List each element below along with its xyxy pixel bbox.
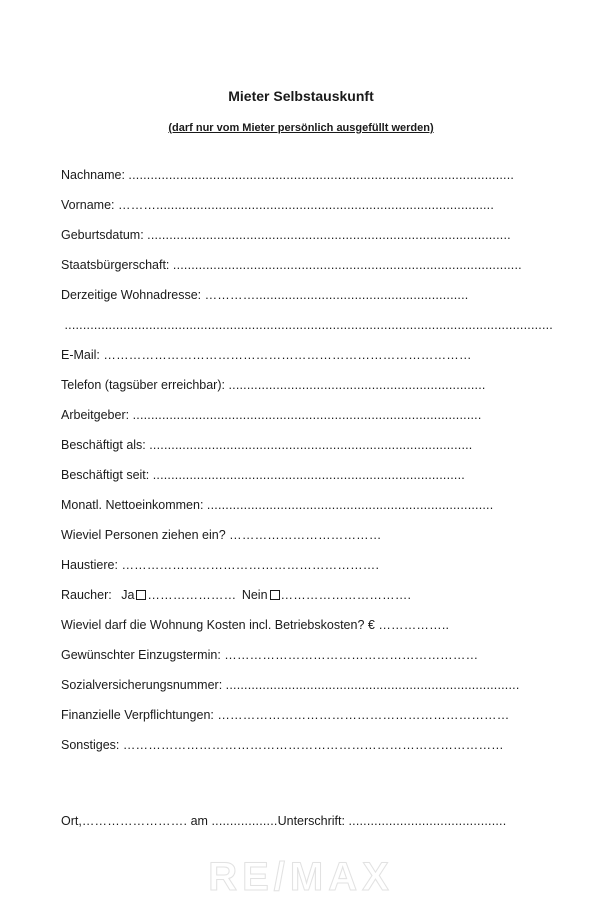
field-dots: …………….. (378, 618, 450, 632)
field-nettoeinkommen (61, 496, 493, 514)
field-verpflichtungen (61, 706, 509, 724)
field-wohnungskosten (61, 616, 449, 634)
field-dots: ……………………………………………………………………………… (122, 738, 504, 752)
field-raucher (61, 586, 411, 604)
field-geburtsdatum (61, 226, 511, 244)
field-telefon (61, 376, 486, 394)
field-label: Sonstiges: (61, 738, 120, 752)
field-label: Sozialversicherungsnummer: (61, 678, 223, 692)
field-dots: ................................................................................ (225, 678, 520, 692)
field-dots: ................................................................................................... (147, 228, 511, 242)
field-dots: ………............................................................................................ (118, 198, 495, 212)
raucher-nein-checkbox[interactable] (270, 590, 280, 600)
field-vorname (61, 196, 494, 214)
raucher-nein-dots: …………………………. (280, 588, 412, 602)
field-label: Finanzielle Verpflichtungen: (61, 708, 214, 722)
signature-line (61, 812, 506, 830)
field-beschaeftigt-als (61, 436, 472, 454)
field-dots: …………………………………………………………… (217, 708, 510, 722)
am-dots: .................. (211, 814, 278, 828)
field-dots: ……………………………………………………. (121, 558, 380, 572)
field-haustiere (61, 556, 379, 574)
field-dots: ..................................................................................... (152, 468, 465, 482)
raucher-label: Raucher: (61, 588, 112, 602)
field-beschaeftigt-seit (61, 466, 465, 484)
raucher-ja-checkbox[interactable] (136, 590, 146, 600)
field-label: Monatl. Nettoeinkommen: (61, 498, 204, 512)
field-dots: .............................................................................. (206, 498, 494, 512)
field-wohnadresse (61, 286, 468, 304)
field-label: Geburtsdatum: (61, 228, 144, 242)
field-dots: ..................................................................................................................................... (64, 318, 553, 332)
field-sonstiges (61, 736, 504, 754)
field-label: Haustiere: (61, 558, 118, 572)
am-label: am (190, 814, 208, 828)
document-subtitle: (darf nur vom Mieter persönlich ausgefüllt werden) (168, 122, 434, 134)
document-title: Mieter Selbstauskunft (228, 88, 374, 104)
field-sozialversicherungsnummer (61, 676, 520, 694)
field-dots: …………………………………………………… (224, 648, 479, 662)
field-label: Wieviel Personen ziehen ein? (61, 528, 226, 542)
raucher-ja-dots: ………………… (147, 588, 237, 602)
field-dots: …………………………………………………………………………… (103, 348, 472, 362)
field-dots: ……………………………… (229, 528, 382, 542)
unterschrift-label: Unterschrift: (277, 814, 345, 828)
field-dots: ...................................................................... (228, 378, 486, 392)
field-nachname (61, 166, 514, 184)
field-label: Derzeitige Wohnadresse: (61, 288, 202, 302)
field-wohnadresse-line2 (61, 316, 553, 334)
field-dots: ............................................................................................... (172, 258, 522, 272)
field-dots: ........................................................................................ (149, 438, 473, 452)
field-label: Staatsbürgerschaft: (61, 258, 170, 272)
unterschrift-dots: ........................................... (348, 814, 507, 828)
ort-label: Ort, (61, 814, 82, 828)
field-label: Beschäftigt seit: (61, 468, 150, 482)
field-email (61, 346, 472, 364)
field-label: Beschäftigt als: (61, 438, 146, 452)
field-label: E-Mail: (61, 348, 100, 362)
field-einzugstermin (61, 646, 478, 664)
field-label: Arbeitgeber: (61, 408, 130, 422)
field-label: Gewünschter Einzugstermin: (61, 648, 221, 662)
field-label: Telefon (tagsüber erreichbar): (61, 378, 225, 392)
ort-dots: ……………………. (81, 814, 188, 828)
field-dots: ............................................................................................... (132, 408, 482, 422)
raucher-nein-label: Nein (241, 588, 268, 602)
field-arbeitgeber (61, 406, 482, 424)
raucher-ja-label: Ja (121, 588, 135, 602)
field-label: Wieviel darf die Wohnung Kosten incl. Betriebskosten? € (61, 618, 375, 632)
remax-watermark: RE/MAX (208, 855, 394, 899)
field-staatsbuergerschaft (61, 256, 522, 274)
field-personen (61, 526, 382, 544)
field-dots: ......................................................................................................... (128, 168, 515, 182)
field-label: Vorname: (61, 198, 115, 212)
field-dots: ………….......................................................... (204, 288, 469, 302)
field-label: Nachname: (61, 168, 125, 182)
